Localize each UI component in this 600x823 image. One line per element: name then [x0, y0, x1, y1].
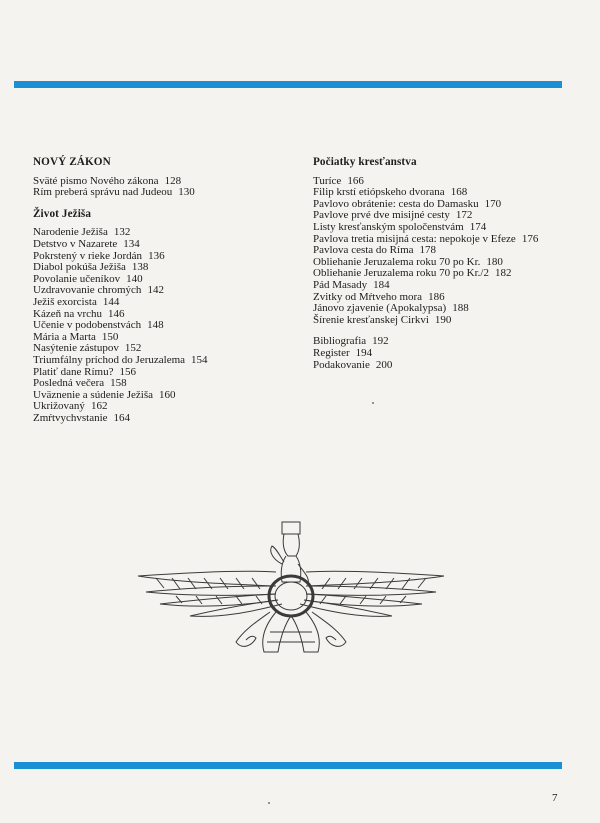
- toc-entry-title: Uväznenie a súdenie Ježiša: [33, 388, 154, 401]
- toc-entry-title: Register: [313, 346, 350, 359]
- toc-entry-title: Mária a Marta: [33, 330, 96, 343]
- toc-entry-title: Diabol pokúša Ježiša: [33, 261, 126, 274]
- toc-entry-title: Jánovo zjavenie (Apokalypsa): [313, 302, 447, 315]
- toc-entry-title: Filip krstí etiópskeho dvorana: [313, 186, 445, 199]
- toc-entry-title: Pavlova tretia misijná cesta: nepokoje v Efeze: [313, 232, 516, 245]
- toc-entry-title: Ukrižovaný: [33, 400, 85, 413]
- section-entries-back-matter: [313, 336, 583, 371]
- toc-entry-page: 186: [428, 290, 445, 303]
- toc-entry-page: 136: [148, 249, 165, 262]
- toc-entry-page: 180: [486, 255, 503, 268]
- toc-entry-page: 188: [452, 302, 469, 315]
- toc-entry-page: 190: [434, 313, 452, 326]
- toc-entry-page: 200: [375, 358, 393, 371]
- toc-entry-page: 184: [373, 278, 390, 291]
- toc-entry-page: 138: [131, 261, 149, 274]
- toc-entry-title: Zmŕtvychvstanie: [33, 411, 108, 424]
- toc-entry-title: Pád Masady: [313, 278, 368, 291]
- toc-entry-page: 182: [494, 267, 512, 280]
- toc-entry-page: 168: [450, 186, 468, 199]
- toc-entry-page: 142: [147, 284, 164, 297]
- toc-entry-page: 176: [521, 232, 539, 245]
- toc-entry-page: 154: [191, 353, 208, 366]
- section-heading-pociatky-krestanstva: Počiatky kresťanstva: [313, 156, 417, 168]
- toc-entry-page: 130: [178, 186, 195, 199]
- toc-right-column: [313, 157, 583, 371]
- toc-entry-title: Platiť dane Rímu?: [33, 365, 114, 378]
- toc-entry-page: 140: [126, 272, 143, 285]
- toc-entry-page: 162: [90, 400, 108, 413]
- section-heading-novy-zakon: NOVÝ ZÁKON: [33, 156, 111, 168]
- section-entries-zivot-jezisa: [33, 227, 273, 424]
- toc-entry-title: Povolanie učeníkov: [33, 272, 121, 285]
- toc-entry-page: 146: [108, 307, 125, 320]
- section-entries-novy-zakon: [33, 176, 273, 199]
- toc-entry-page: 128: [164, 174, 182, 187]
- toc-entry-title: Zvitky od Mŕtveho mora: [313, 290, 423, 303]
- toc-entry-title: Uzdravovanie chromých: [33, 284, 142, 297]
- toc-entry-title: Narodenie Ježiša: [33, 226, 108, 239]
- toc-entry-page: 134: [123, 237, 140, 250]
- toc-entry-title: Sväté pismo Nového zákona: [33, 174, 159, 187]
- toc-entry-title: Obliehanie Jeruzalema roku 70 po Kr./2: [313, 267, 489, 280]
- toc-entry-page: 160: [159, 388, 176, 401]
- bottom-blue-rule: [14, 762, 562, 769]
- toc-entry-page: 172: [455, 209, 473, 222]
- toc-entry: [313, 336, 583, 348]
- toc-entry-title: Pavlove prvé dve misijné cesty: [313, 209, 450, 222]
- toc-entry-page: 178: [419, 244, 437, 257]
- toc-entry-page: 156: [119, 365, 136, 378]
- toc-entry-page: 158: [110, 377, 127, 390]
- toc-entry-title: Bibliografia: [313, 335, 367, 348]
- section-entries-pociatky: [313, 176, 583, 327]
- toc-entry-title: Rím preberá správu nad Judeou: [33, 186, 173, 199]
- toc-entry-page: 152: [124, 342, 142, 355]
- speck-mark: [372, 402, 374, 404]
- toc-entry-title: Podakovanie: [313, 358, 370, 371]
- toc-entry-title: Posledná večera: [33, 377, 105, 390]
- toc-entry: [313, 315, 583, 327]
- section-heading-zivot-jezisa: Život Ježiša: [33, 207, 92, 220]
- toc-entry-title: Kázeň na vrchu: [33, 307, 103, 320]
- faravahar-emblem-icon: [136, 512, 446, 672]
- toc-entry-title: Šírenie kresťanskej Cirkvi: [313, 313, 429, 326]
- toc-entry-page: 166: [347, 174, 364, 187]
- toc-entry-page: 170: [484, 197, 502, 210]
- toc-entry-page: 150: [101, 330, 119, 343]
- toc-entry-title: Pavlovo obrátenie: cesta do Damasku: [313, 197, 479, 210]
- toc-left-column: [33, 157, 273, 424]
- toc-entry: [313, 360, 583, 372]
- toc-entry-page: 192: [372, 335, 389, 348]
- toc-entry: [33, 413, 273, 425]
- toc-entry-title: Obliehanie Jeruzalema roku 70 po Kr.: [313, 255, 481, 268]
- toc-entry-title: Učenie v podobenstvách: [33, 319, 142, 332]
- toc-entry-title: Ježiš exorcista: [33, 295, 97, 308]
- toc-entry-title: Triumfálny príchod do Jeruzalema: [33, 353, 186, 366]
- speck-mark: [268, 802, 270, 804]
- toc-entry-page: 164: [113, 411, 131, 424]
- toc-entry-title: Listy kresťanským spoločenstvám: [313, 220, 464, 233]
- toc-entry-title: Nasýtenie zástupov: [33, 342, 119, 355]
- toc-entry-title: Detstvo v Nazarete: [33, 237, 118, 250]
- toc-entry-page: 194: [355, 346, 373, 359]
- top-blue-rule: [14, 81, 562, 88]
- toc-entry-page: 148: [147, 319, 164, 332]
- toc-entry-title: Pokrstený v rieke Jordán: [33, 249, 143, 262]
- toc-entry-page: 144: [102, 295, 120, 308]
- page-number: 7: [552, 792, 558, 804]
- toc-entry-page: 174: [469, 220, 487, 233]
- toc-entry-title: Turíce: [313, 174, 342, 187]
- toc-entry-title: Pavlova cesta do Ríma: [313, 244, 414, 257]
- toc-entry: [33, 187, 273, 199]
- toc-entry-page: 132: [113, 226, 131, 239]
